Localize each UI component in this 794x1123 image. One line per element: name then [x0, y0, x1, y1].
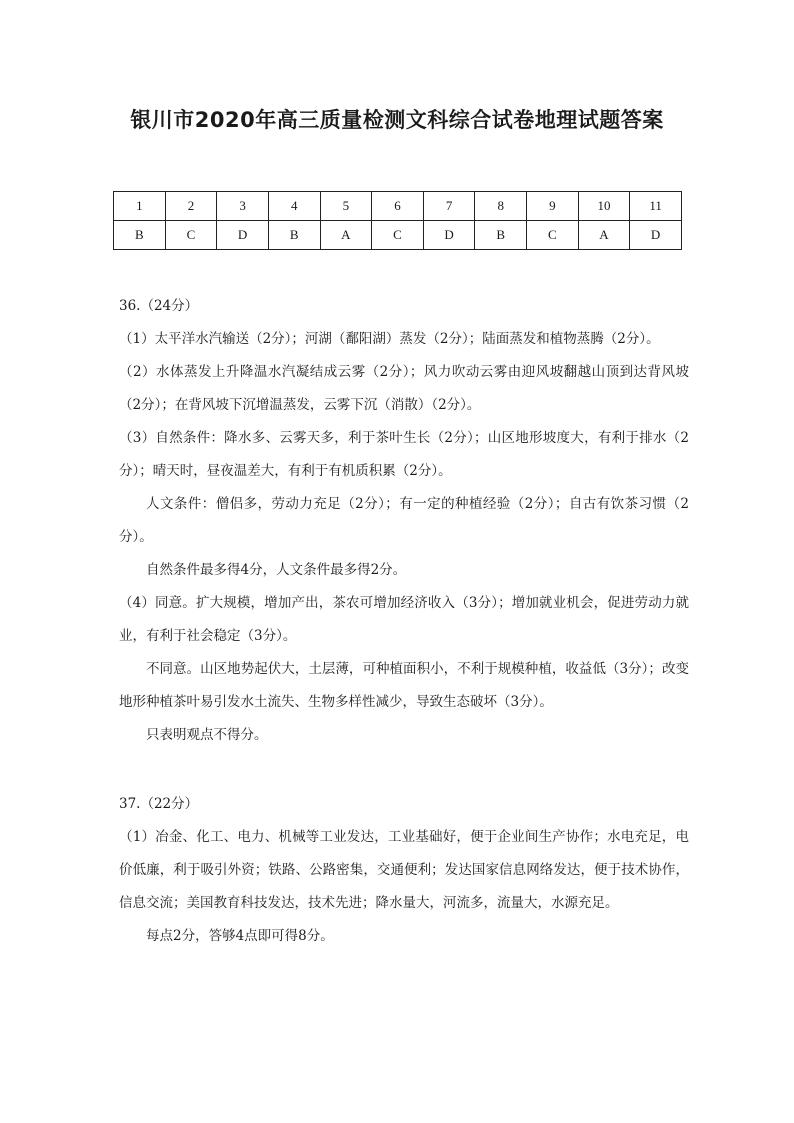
- table-cell: C: [372, 221, 424, 250]
- table-cell: 1: [114, 192, 166, 221]
- table-cell: 8: [475, 192, 527, 221]
- answer-paragraph: 不同意。山区地势起伏大，土层薄，可种植面积小，不利于规模种植，收益低（3分）；改变地形种植茶叶易引发水土流失、生物多样性减少，导致生态破坏（3分）。: [119, 661, 689, 710]
- table-cell: B: [114, 221, 166, 250]
- table-cell: C: [165, 221, 217, 250]
- answer-paragraph: 只表明观点不得分。: [146, 727, 268, 743]
- table-cell: C: [527, 221, 579, 250]
- table-cell: D: [423, 221, 475, 250]
- table-cell: 9: [527, 192, 579, 221]
- answer-paragraph: （1）太平洋水汽输送（2分）；河湖（鄱阳湖）蒸发（2分）；陆面蒸发和植物蒸腾（2分）。: [119, 331, 660, 347]
- question-36-heading: 36.（24分）: [119, 298, 199, 314]
- question-36-section: [119, 290, 689, 752]
- table-row: [114, 221, 682, 250]
- answer-paragraph: 人文条件：僧侣多，劳动力充足（2分）；有一定的种植经验（2分）；自古有饮茶习惯（2分）。: [119, 496, 689, 545]
- answer-paragraph: （1）冶金、化工、电力、机械等工业发达，工业基础好，便于企业间生产协作；水电充足，电价低廉，利于吸引外资；铁路、公路密集，交通便利；发达国家信息网络发达，便于技术协作，信息交流；美国教育科技发达，技术先进；降水量大，河流多，流量大，水源充足。: [119, 829, 689, 911]
- table-cell: A: [578, 221, 630, 250]
- table-cell: 4: [268, 192, 320, 221]
- table-cell: D: [630, 221, 682, 250]
- table-cell: 6: [372, 192, 424, 221]
- table-cell: 3: [217, 192, 269, 221]
- question-37-section: [119, 788, 689, 953]
- answer-paragraph: 自然条件最多得4分，人文条件最多得2分。: [146, 562, 407, 578]
- question-37-heading: 37.（22分）: [119, 796, 199, 812]
- table-cell: B: [475, 221, 527, 250]
- table-cell: 2: [165, 192, 217, 221]
- table-cell: 7: [423, 192, 475, 221]
- table-cell: B: [268, 221, 320, 250]
- answer-table: [113, 191, 682, 250]
- answer-paragraph: （3）自然条件：降水多、云雾天多，利于茶叶生长（2分）；山区地形坡度大，有利于排水（2分）；晴天时，昼夜温差大，有利于有机质积累（2分）。: [119, 430, 689, 479]
- table-cell: 10: [578, 192, 630, 221]
- answer-paragraph: （2）水体蒸发上升降温水汽凝结成云雾（2分）；风力吹动云雾由迎风坡翻越山顶到达背风坡（2分）；在背风坡下沉增温蒸发，云雾下沉（消散）（2分）。: [119, 364, 689, 413]
- answer-paragraph: 每点2分，答够4点即可得8分。: [146, 928, 334, 944]
- table-cell: 5: [320, 192, 372, 221]
- table-row: [114, 192, 682, 221]
- answer-paragraph: （4）同意。扩大规模，增加产出，茶农可增加经济收入（3分）；增加就业机会，促进劳动力就业，有利于社会稳定（3分）。: [119, 595, 689, 644]
- table-cell: 11: [630, 192, 682, 221]
- table-cell: D: [217, 221, 269, 250]
- table-cell: A: [320, 221, 372, 250]
- page-title: 银川市2020年高三质量检测文科综合试卷地理试题答案: [130, 108, 664, 132]
